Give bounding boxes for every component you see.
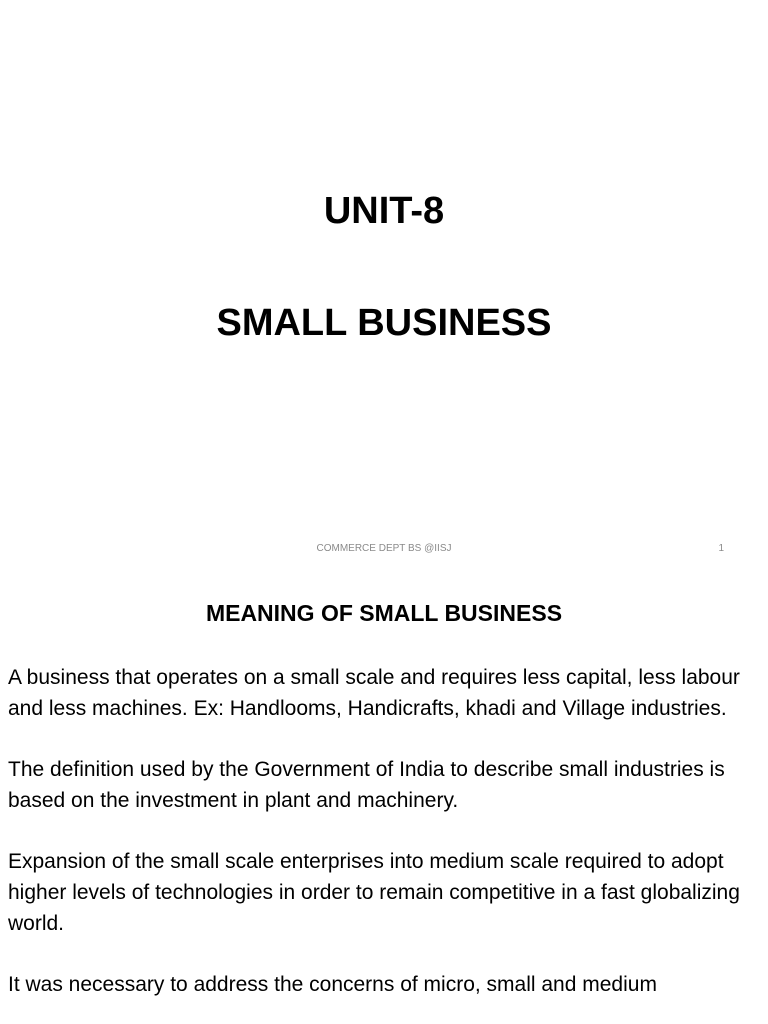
unit-subtitle: SMALL BUSINESS xyxy=(216,302,552,344)
paragraph: The definition used by the Government of India to describe small industries is based on the investment in plant and machinery. xyxy=(8,758,725,812)
paragraph: Expansion of the small scale enterprises into medium scale required to adopt higher levels of technologies in order to remain competitive in a fast globalizing world. xyxy=(8,850,740,935)
paragraph: A business that operates on a small scale and requires less capital, less labour and less machines. Ex: Handlooms, Handicrafts, khadi and Village industries. xyxy=(8,666,740,720)
unit-title: UNIT-8 xyxy=(323,190,445,232)
paragraph: It was necessary to address the concerns of micro, small and medium xyxy=(8,973,657,996)
page-number: 1 xyxy=(718,543,724,554)
slide-title: MEANING OF SMALL BUSINESS xyxy=(205,600,563,626)
slide-2 xyxy=(0,576,768,1024)
slide-body xyxy=(8,662,760,1024)
slide-footer: COMMERCE DEPT BS @IISJ xyxy=(316,543,452,554)
